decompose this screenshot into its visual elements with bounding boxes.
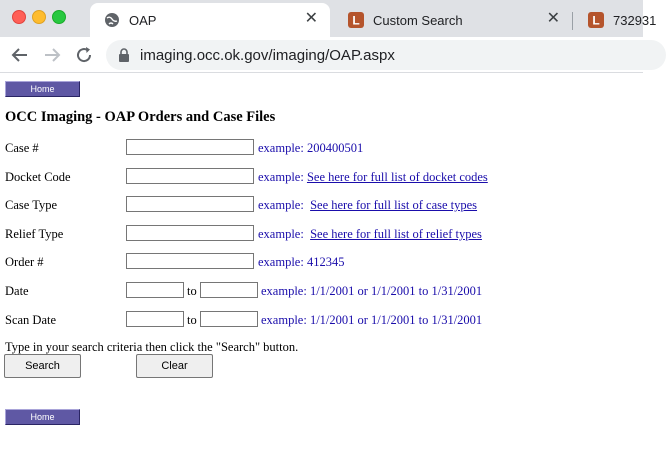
tab-bar [0, 0, 657, 37]
close-icon[interactable]: ✕ [304, 10, 318, 27]
page-title: OCC Imaging - OAP Orders and Case Files [5, 109, 276, 125]
relief-type-label: Relief Type [5, 227, 64, 241]
date-label: Date [5, 284, 29, 298]
minimize-window-button[interactable] [32, 10, 46, 24]
relief-types-link[interactable]: See here for full list of relief types [310, 227, 482, 241]
globe-icon [104, 12, 120, 28]
order-num-row [5, 253, 635, 271]
instructions-text: Type in your search criteria then click the "Search" button. [5, 340, 299, 354]
case-num-row [5, 139, 635, 157]
back-button[interactable] [8, 43, 32, 67]
tab-732931[interactable] [574, 3, 657, 37]
address-bar[interactable] [106, 40, 666, 70]
zoom-window-button[interactable] [52, 10, 66, 24]
docket-code-example [258, 170, 488, 185]
reload-button[interactable] [72, 43, 96, 67]
order-num-label: Order # [5, 255, 44, 269]
relief-type-row [5, 225, 635, 243]
browser-toolbar [0, 37, 643, 73]
case-num-label: Case # [5, 141, 39, 155]
tab-title: Custom Search [373, 12, 463, 28]
date-to-input[interactable] [200, 282, 258, 298]
reload-icon [75, 46, 93, 64]
order-num-example: example: 412345 [258, 255, 345, 269]
case-type-example [258, 198, 477, 213]
svg-text:L: L [592, 13, 600, 28]
example-prefix: example: [258, 198, 304, 212]
close-window-button[interactable] [12, 10, 26, 24]
scan-date-example: example: 1/1/2001 or 1/1/2001 to 1/31/2001 [261, 313, 483, 327]
scan-date-row [5, 311, 635, 329]
tab-title: 732931 [613, 12, 657, 28]
date-example: example: 1/1/2001 or 1/1/2001 to 1/31/2001 [261, 284, 483, 298]
date-from-input[interactable] [126, 282, 184, 298]
date-row [5, 282, 635, 300]
example-prefix: example: [258, 227, 304, 241]
case-num-input[interactable] [126, 139, 254, 155]
case-type-row [5, 196, 635, 214]
tab-separator [572, 12, 573, 30]
forward-button[interactable] [40, 43, 64, 67]
home-button[interactable]: Home [5, 81, 80, 97]
url-text: imaging.occ.ok.gov/imaging/OAP.aspx [140, 46, 395, 64]
page-content [0, 73, 643, 463]
example-prefix: example: [258, 170, 304, 184]
case-types-link[interactable]: See here for full list of case types [310, 198, 478, 212]
scan-date-from-input[interactable] [126, 311, 184, 327]
l-badge-icon [348, 12, 364, 28]
scan-date-to-label: to [187, 313, 197, 327]
lock-icon [118, 47, 132, 63]
case-type-input[interactable] [126, 196, 254, 212]
tab-custom-search[interactable] [334, 3, 572, 37]
home-button-bottom[interactable]: Home [5, 409, 80, 425]
case-num-example: example: 200400501 [258, 141, 364, 155]
scan-date-to-input[interactable] [200, 311, 258, 327]
tab-oap[interactable] [90, 3, 330, 37]
relief-type-example [258, 227, 482, 242]
arrow-right-icon [43, 46, 61, 64]
docket-code-label: Docket Code [5, 170, 71, 184]
arrow-left-icon [11, 46, 29, 64]
clear-button[interactable]: Clear [136, 354, 213, 378]
tab-title: OAP [129, 12, 157, 28]
svg-text:L: L [352, 13, 360, 28]
case-type-label: Case Type [5, 198, 58, 212]
docket-codes-link[interactable]: See here for full list of docket codes [306, 170, 488, 184]
scan-date-label: Scan Date [5, 313, 57, 327]
docket-code-input[interactable] [126, 168, 254, 184]
close-icon[interactable]: ✕ [546, 10, 560, 27]
search-button[interactable]: Search [4, 354, 81, 378]
l-badge-icon [588, 12, 604, 28]
docket-code-row [5, 168, 635, 186]
order-num-input[interactable] [126, 253, 254, 269]
date-to-label: to [187, 284, 197, 298]
relief-type-input[interactable] [126, 225, 254, 241]
